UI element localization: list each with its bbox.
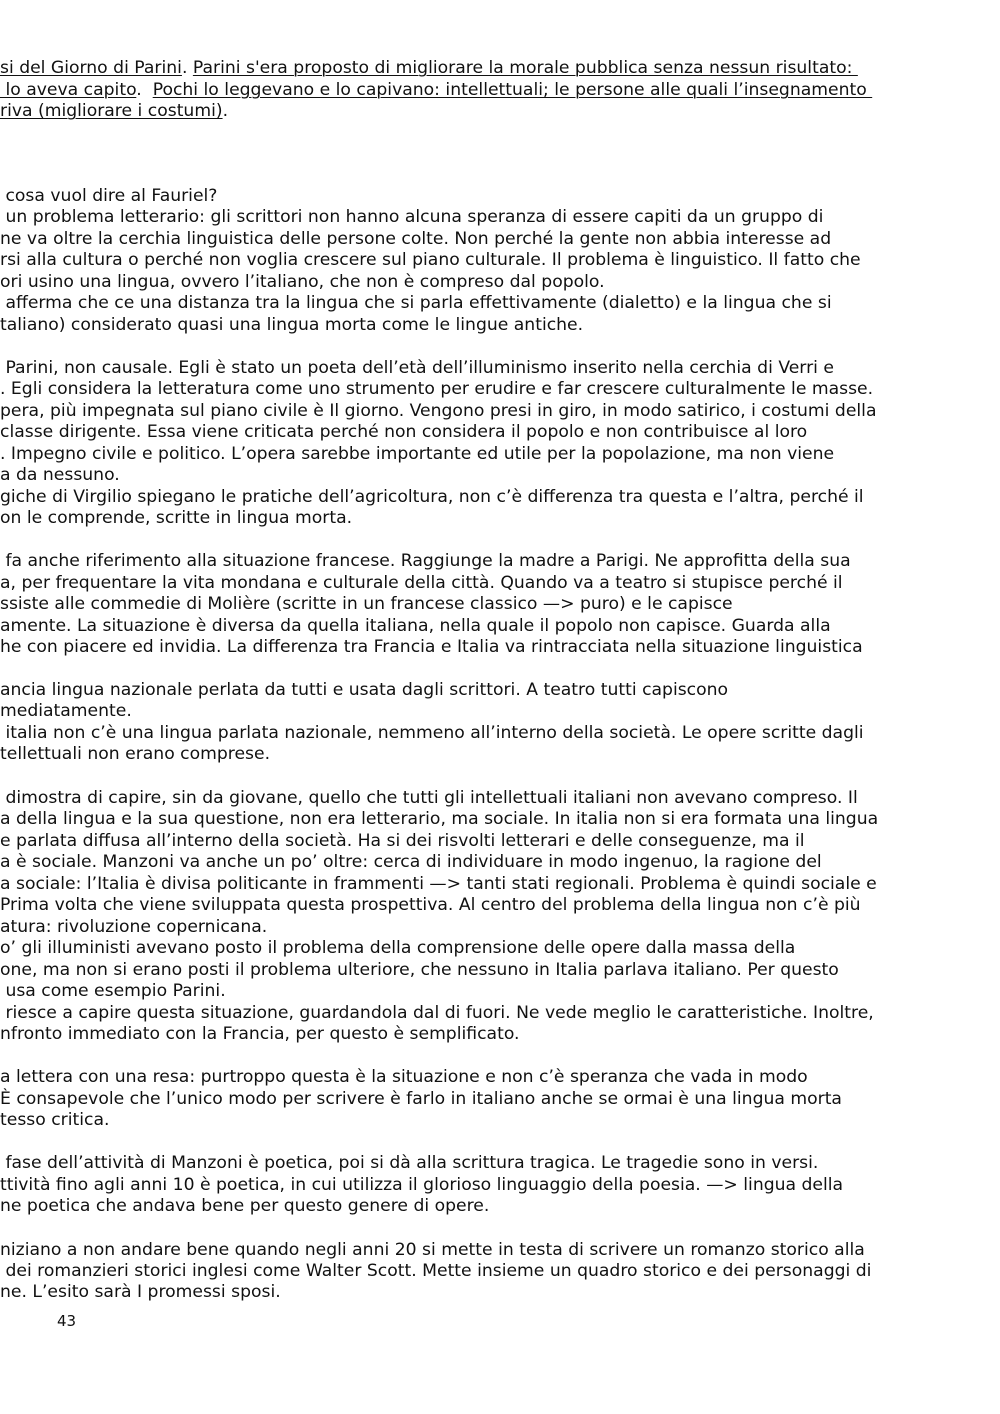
text-span: . xyxy=(222,101,229,121)
text-line: niziano a non andare bene quando negli anni 20 si mette in testa di scrivere un romanzo storico alla xyxy=(0,1240,865,1260)
text-line: nfronto immediato con la Francia, per questo è semplificato. xyxy=(0,1024,520,1044)
text-line: cosa vuol dire al Fauriel? xyxy=(0,186,218,206)
text-line: usa come esempio Parini. xyxy=(0,981,226,1001)
text-line: o’ gli illuministi avevano posto il problema della comprensione delle opere dalla massa della xyxy=(0,938,796,958)
text-line: fase dell’attività di Manzoni è poetica, poi si dà alla scrittura tragica. Le tragedie sono in versi. xyxy=(0,1153,819,1173)
text-line: È consapevole che l’unico modo per scrivere è farlo in italiano anche se ormai è una lingua morta xyxy=(0,1089,842,1109)
text-line: . Egli considera la letteratura come uno strumento per erudire e far crescere culturalmente le masse. xyxy=(0,379,874,399)
text-line: mediatamente. xyxy=(0,701,132,721)
text-line: rsi alla cultura o perché non voglia crescere sul piano culturale. Il problema è linguistico. Il fatto che xyxy=(0,250,861,270)
text-line: atura: rivoluzione copernicana. xyxy=(0,917,268,937)
text-line: ne va oltre la cerchia linguistica delle persone colte. Non perché la gente non abbia interesse ad xyxy=(0,229,832,249)
text-line: ne. L’esito sarà I promessi sposi. xyxy=(0,1282,281,1302)
underlined-text: lo aveva capito xyxy=(0,80,137,100)
text-line: pera, più impegnata sul piano civile è Il giorno. Vengono presi in giro, in modo satirico, i costumi della xyxy=(0,401,877,421)
text-line xyxy=(0,101,228,122)
text-line: dimostra di capire, sin da giovane, quello che tutti gli intellettuali italiani non avevano compreso. Il xyxy=(0,788,858,808)
text-line: taliano) considerato quasi una lingua morta come le lingue antiche. xyxy=(0,315,584,335)
text-line: a sociale: l’Italia è divisa politicante in frammenti —> tanti stati regionali. Problema è quindi sociale e xyxy=(0,874,877,894)
text-line: riesce a capire questa situazione, guardandola dal di fuori. Ne vede meglio le caratteristiche. Inoltre, xyxy=(0,1003,874,1023)
text-line xyxy=(0,80,872,101)
text-line: ssiste alle commedie di Molière (scritte in un francese classico —> puro) e le capisce xyxy=(0,594,733,614)
text-line xyxy=(0,58,858,79)
text-span: . xyxy=(136,80,153,100)
text-line: fa anche riferimento alla situazione francese. Raggiunge la madre a Parigi. Ne approfitta della sua xyxy=(0,551,851,571)
text-line: a della lingua e la sua questione, non era letterario, ma sociale. In italia non si era formata una lingua xyxy=(0,809,879,829)
text-line: on le comprende, scritte in lingua morta. xyxy=(0,508,353,528)
text-line: ne poetica che andava bene per questo genere di opere. xyxy=(0,1196,490,1216)
underlined-text: Pochi lo leggevano e lo capivano: intellettuali; le persone alle quali l’insegnamento xyxy=(152,80,873,100)
text-line: italia non c’è una lingua parlata nazionale, nemmeno all’interno della società. Le opere scritte dagli xyxy=(0,723,864,743)
text-line: amente. La situazione è diversa da quella italiana, nella quale il popolo non capisce. Guarda alla xyxy=(0,616,831,636)
page-number: 43 xyxy=(57,1312,77,1330)
text-line: e parlata diffusa all’interno della società. Ha si dei risvolti letterari e delle conseguenze, ma il xyxy=(0,831,805,851)
text-line: tellettuali non erano comprese. xyxy=(0,744,271,764)
text-line: ttività fino agli anni 10 è poetica, in cui utilizza il glorioso linguaggio della poesia. —> lingua della xyxy=(0,1175,844,1195)
text-line: he con piacere ed invidia. La differenza tra Francia e Italia va rintracciata nella situazione linguistica xyxy=(0,637,863,657)
underlined-text: riva (migliorare i costumi) xyxy=(0,101,223,121)
text-line: Parini, non causale. Egli è stato un poeta dell’età dell’illuminismo inserito nella cerchia di Verri e xyxy=(0,358,834,378)
text-line: . Impegno civile e politico. L’opera sarebbe importante ed utile per la popolazione, ma non viene xyxy=(0,444,835,464)
text-line: un problema letterario: gli scrittori non hanno alcuna speranza di essere capiti da un gruppo di xyxy=(0,207,824,227)
text-line: ancia lingua nazionale perlata da tutti e usata dagli scrittori. A teatro tutti capiscono xyxy=(0,680,729,700)
text-line: tesso critica. xyxy=(0,1110,110,1130)
text-line: ori usino una lingua, ovvero l’italiano, che non è compreso dal popolo. xyxy=(0,272,605,292)
text-line: a da nessuno. xyxy=(0,465,120,485)
text-line: a, per frequentare la vita mondana e culturale della città. Quando va a teatro si stupisce perché il xyxy=(0,573,843,593)
underlined-text: si del Giorno di Parini xyxy=(0,58,182,78)
text-line: giche di Virgilio spiegano le pratiche dell’agricoltura, non c’è differenza tra questa e l’altra, perché il xyxy=(0,487,864,507)
underlined-text: Parini s'era proposto di migliorare la morale pubblica senza nessun risultato: xyxy=(192,58,858,78)
text-line: classe dirigente. Essa viene criticata perché non considera il popolo e non contribuisce al loro xyxy=(0,422,808,442)
text-line: a è sociale. Manzoni va anche un po’ oltre: cerca di individuare in modo ingenuo, la ragione del xyxy=(0,852,822,872)
text-line: a lettera con una resa: purtroppo questa è la situazione e non c’è speranza che vada in modo xyxy=(0,1067,808,1087)
text-line: dei romanzieri storici inglesi come Walter Scott. Mette insieme un quadro storico e dei personaggi di xyxy=(0,1261,872,1281)
text-span: . xyxy=(181,58,193,78)
text-line: afferma che ce una distanza tra la lingua che si parla effettivamente (dialetto) e la lingua che si xyxy=(0,293,832,313)
text-line: Prima volta che viene sviluppata questa prospettiva. Al centro del problema della lingua non c’è più xyxy=(0,895,861,915)
text-line: one, ma non si erano posti il problema ulteriore, che nessuno in Italia parlava italiano. Per questo xyxy=(0,960,839,980)
